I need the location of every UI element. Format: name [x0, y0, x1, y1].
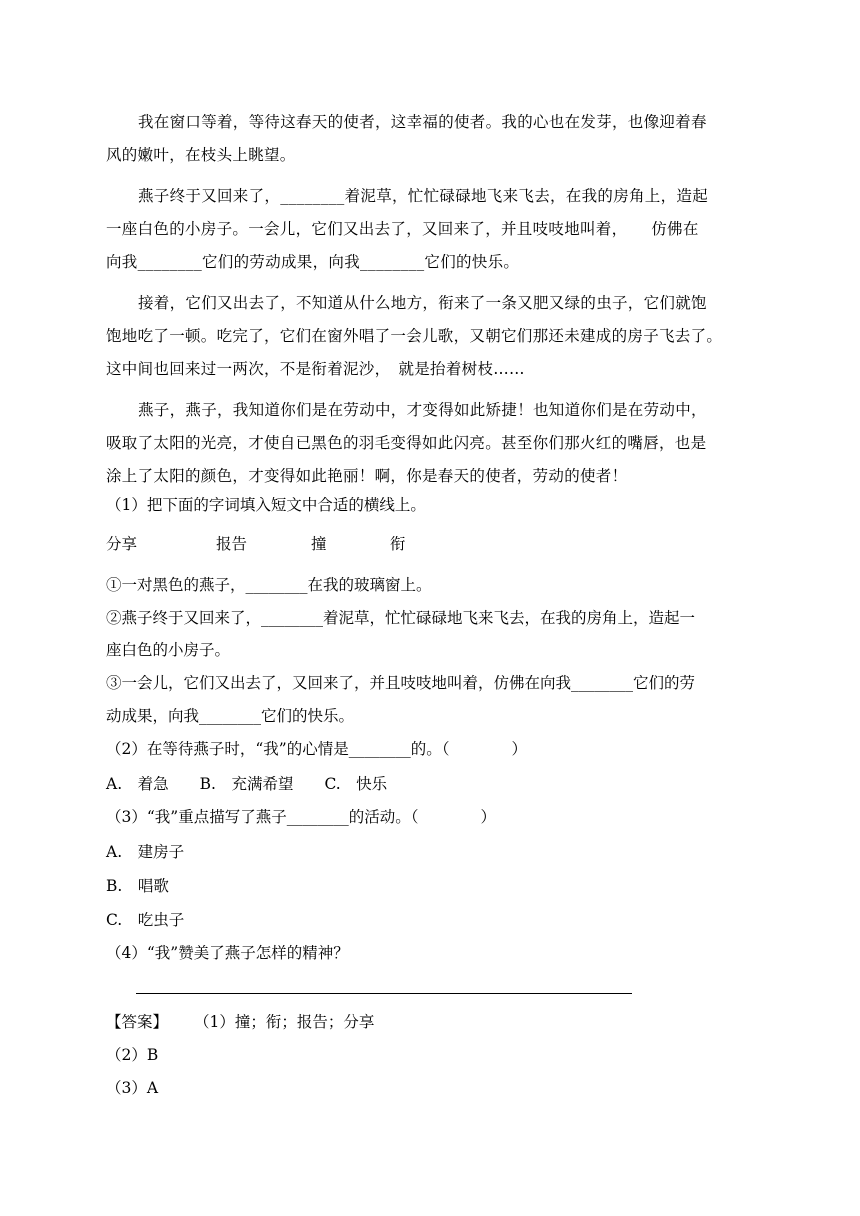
question-1-prompt: （1）把下面的字词填入短文中合适的横线上。	[106, 496, 426, 514]
passage-p2-line2: 一座白色的小房子。一会儿，它们又出去了，又回来了，并且吱吱地叫着， 仿佛在	[106, 220, 699, 238]
word-bank-item: 撞	[311, 535, 327, 553]
word-bank-item: 分享	[106, 535, 138, 553]
answer-label: 【答案】	[106, 1013, 169, 1031]
q1-item-3-line2: 动成果，向我________它们的快乐。	[106, 707, 355, 725]
q1-item-2-line1: ②燕子终于又回来了，________着泥草，忙忙碌碌地飞来飞去，在我的房角上，造起一	[106, 609, 696, 627]
question-3-option-c: C. 吃虫子	[106, 911, 185, 929]
q1-item-3-line1: ③一会儿，它们又出去了，又回来了，并且吱吱地叫着，仿佛在向我________它们的劳	[106, 674, 696, 692]
word-bank	[0, 537, 860, 557]
passage-p4-line1: 燕子，燕子，我知道你们是在劳动中，才变得如此矫捷！也知道你们是在劳动中，	[138, 401, 707, 419]
word-bank-item: 衔	[390, 535, 406, 553]
passage-p4-line2: 吸取了太阳的光亮，才使自已黑色的羽毛变得如此闪亮。甚至你们那火红的嘴唇，也是	[106, 434, 707, 452]
question-4-prompt: （4）“我”赞美了燕子怎样的精神？	[106, 944, 349, 962]
answer-section	[106, 1015, 374, 1031]
passage-p3-line2: 饱地吃了一顿。吃完了，它们在窗外唱了一会儿歌，又朝它们那还未建成的房子飞去了。	[106, 327, 723, 345]
passage-p3-line3: 这中间也回来过一两次，不是衔着泥沙， 就是抬着树枝……	[106, 360, 525, 378]
question-3-prompt: （3）“我”重点描写了燕子________的活动。（ ）	[106, 808, 496, 826]
passage-p4-line3: 涂上了太阳的颜色，才变得如此艳丽！啊，你是春天的使者，劳动的使者！	[106, 467, 628, 485]
question-3-option-a: A. 建房子	[106, 843, 185, 861]
question-2-options: A. 着急 B. 充满希望 C. 快乐	[106, 775, 388, 793]
answer-line	[136, 993, 632, 994]
answer-1: （1）撞；衔；报告；分享	[194, 1013, 375, 1031]
question-2-prompt: （2）在等待燕子时，“我”的心情是________的。（ ）	[106, 740, 527, 758]
passage-p2-line1: 燕子终于又回来了，________着泥草，忙忙碌碌地飞来飞去，在我的房角上，造起	[138, 187, 709, 205]
passage-p1-line2: 风的嫩叶，在枝头上眺望。	[106, 146, 296, 164]
passage-p2-line3: 向我________它们的劳动成果，向我________它们的快乐。	[106, 253, 520, 271]
question-3-option-b: B. 唱歌	[106, 877, 169, 895]
passage-p3-line1: 接着，它们又出去了，不知道从什么地方，衔来了一条又肥又绿的虫子，它们就饱	[138, 294, 707, 312]
answer-3: （3）A	[106, 1079, 159, 1097]
q1-item-1: ①一对黑色的燕子，________在我的玻璃窗上。	[106, 576, 432, 594]
q1-item-2-line2: 座白色的小房子。	[106, 641, 231, 659]
word-bank-item: 报告	[216, 535, 248, 553]
answer-2: （2）B	[106, 1046, 159, 1064]
passage-p1-line1: 我在窗口等着，等待这春天的使者，这幸福的使者。我的心也在发芽，也像迎着春	[138, 113, 707, 131]
